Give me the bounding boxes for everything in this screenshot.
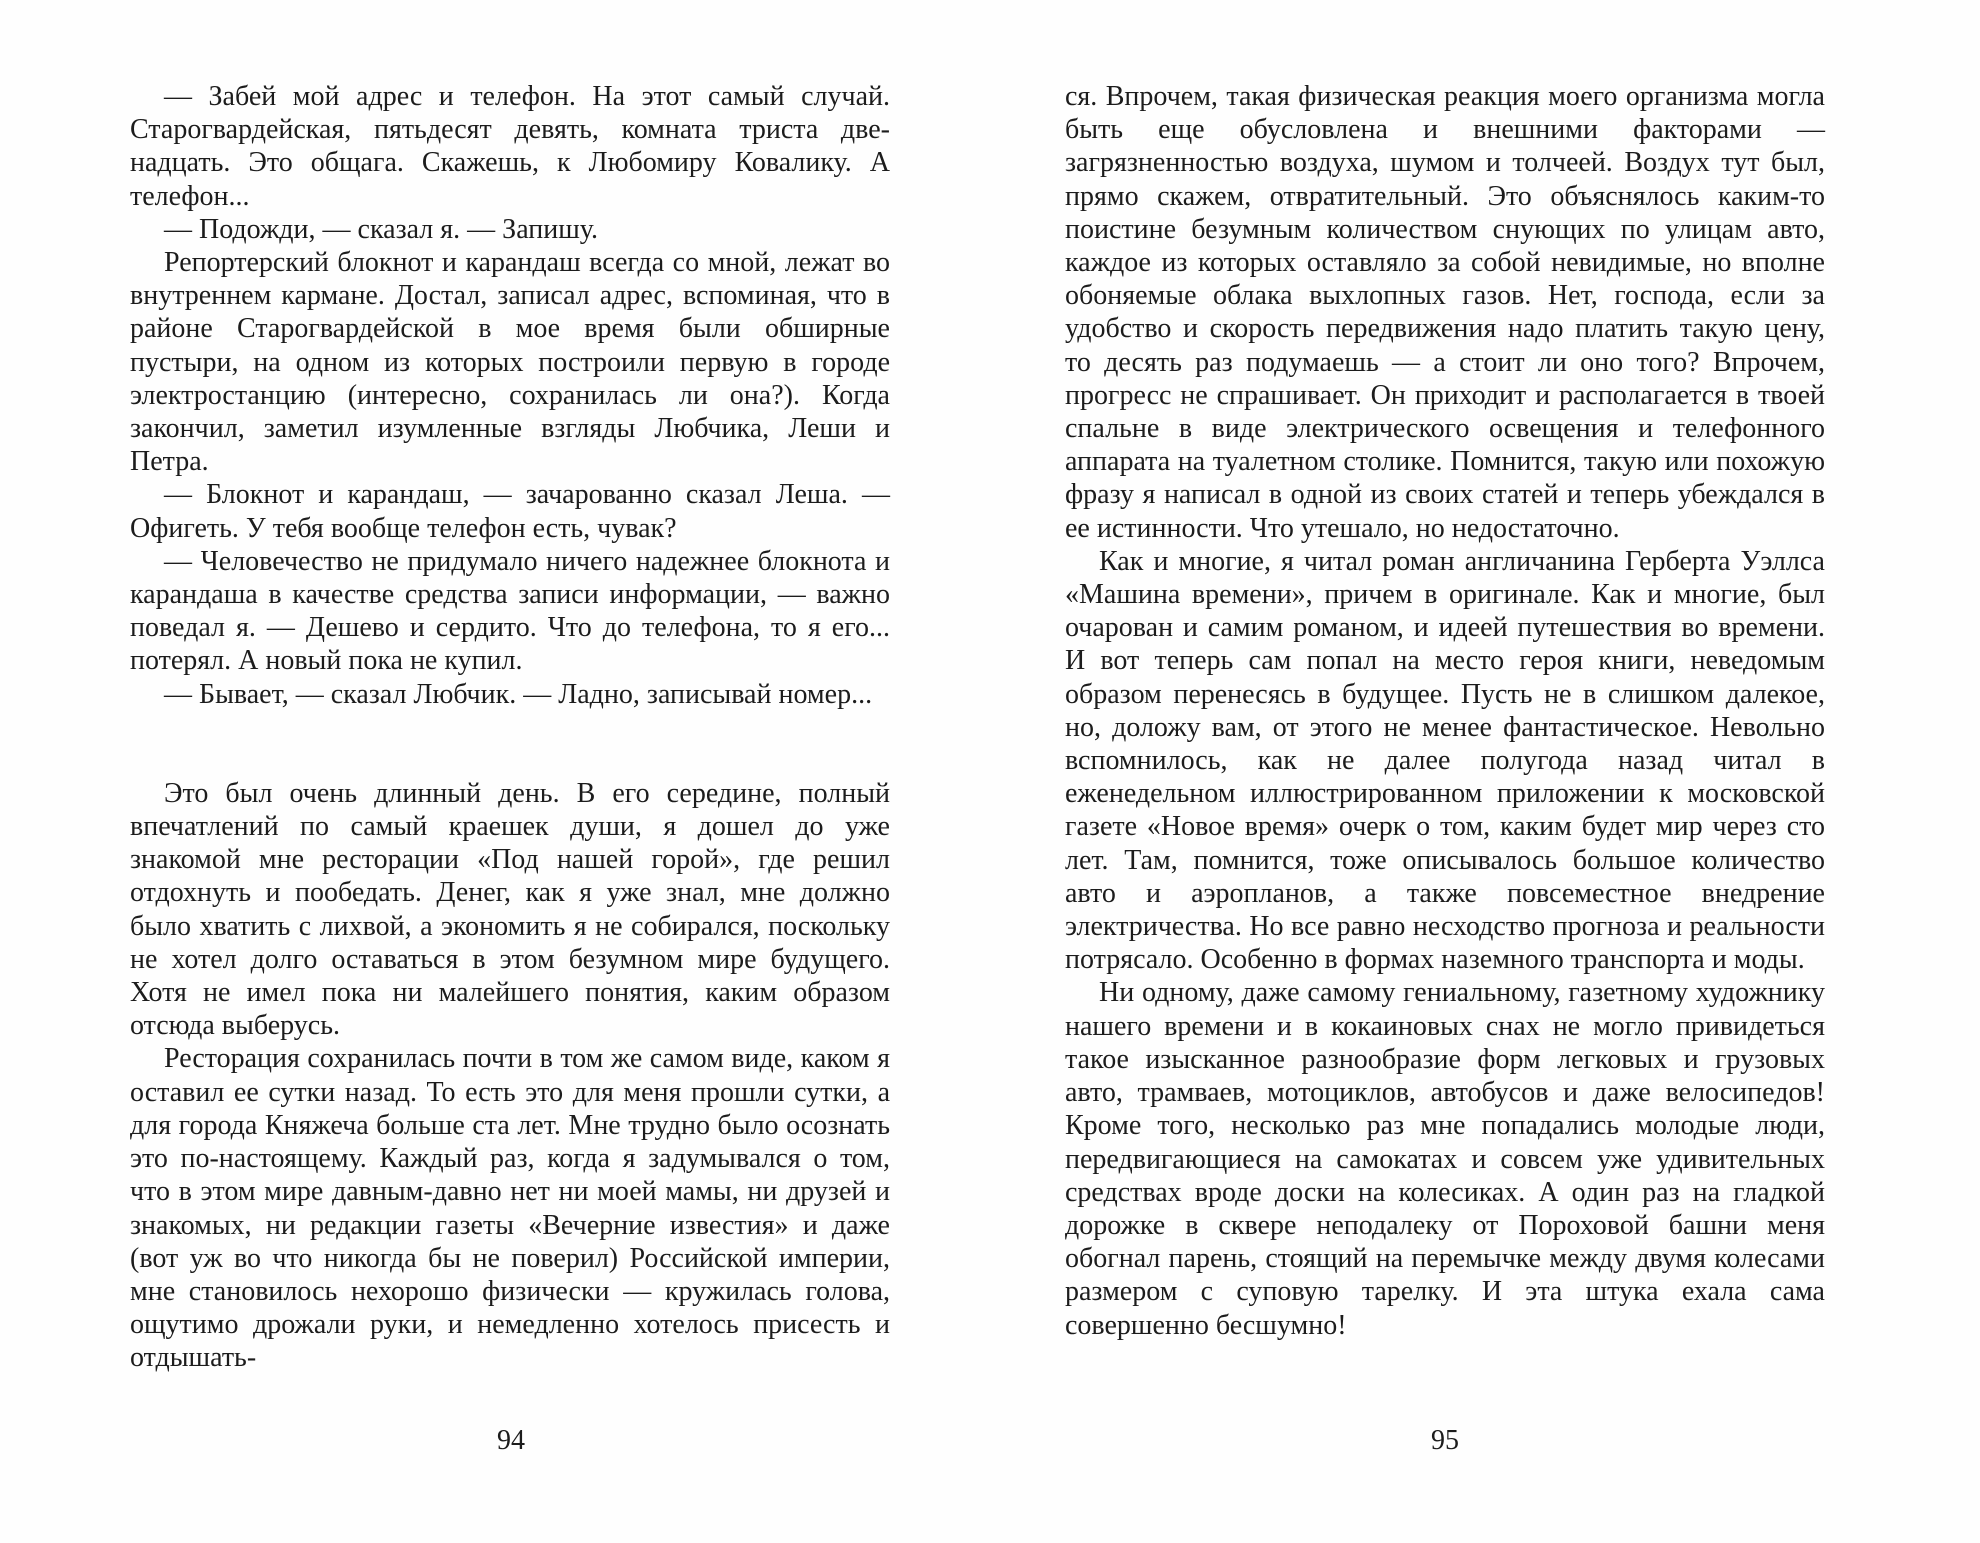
section-break <box>130 711 890 777</box>
paragraph: ся. Впрочем, такая физическая реакция моего организма могла быть еще обусловлена и внешними факторами — загрязненностью воздуха, шумом и толчеей. Воздух тут был, прямо скажем, отвратительный. Это объяснялось каким-то поистине безумным количеством снующих по улицам авто, каждое из которых оставляло за собой невидимые, но вполне обоняемые облака выхлопных газов. Нет, господа, если за удобство и скорость передвижения надо платить такую цену, то десять раз подумаешь — а стоит ли оно того? Впрочем, прогресс не спрашивает. Он приходит и располагается в твоей спальне в виде электрического освещения и телефонного аппарата на туалетном столике. Помнится, такую или похожую фразу я написал в одной из своих статей и теперь убеждался в ее истинности. Что утешало, но недостаточно. <box>1065 81 1825 544</box>
paragraph: — Бывает, — сказал Любчик. — Ладно, записывай номер... <box>164 678 873 710</box>
paragraph: Ни одному, даже самому гениальному, газетному художнику нашего времени и в кокаиновых снах не могло привидеться такое изысканное разнообразие форм легковых и грузовых авто, трамваев, мотоциклов, автобусов и даже велосипедов! Кроме того, несколько раз мне попадались молодые люди, передвигающиеся на самокатах и совсем уже удивительных средствах вроде доски на колесиках. А один раз на гладкой дорожке в сквере неподалеку от Пороховой башни меня обогнал парень, стоящий на перемычке между двумя колесами размером с суповую тарелку. И эта штука ехала сама совершенно бесшумно! <box>1065 977 1825 1341</box>
paragraph: — Подожди, — сказал я. — Запишу. <box>164 213 598 245</box>
page-number: 94 <box>497 1425 525 1456</box>
paragraph: Это был очень длинный день. В его середине, полный впечатлений по самый краешек души, я дошел до уже знакомой мне ресторации «Под нашей горой», где решил отдохнуть и пообедать. Денег, как я уже знал, мне должно было хватить с лихвой, а экономить я не собирался, поскольку не хотел долго оставаться в этом безумном мире будущего. Хотя не имел пока ни малейшего понятия, каким образом отсюда выберусь. <box>130 777 890 1042</box>
page-number: 95 <box>1431 1425 1459 1456</box>
left-page-text <box>130 80 890 1375</box>
paragraph: — Забей мой адрес и телефон. На этот самый случай. Старогвардейская, пятьдесят девять, комната триста двенадцать. Это общага. Скажешь, к Любомиру Ковалику. А телефон... <box>130 81 890 212</box>
paragraph: Ресторация сохранилась почти в том же самом виде, каком я оставил ее сутки назад. То есть это для меня прошли сутки, а для города Княжеча больше ста лет. Мне трудно было осознать это по-настоящему. Каждый раз, когда я задумывался о том, что в этом мире давным-давно нет ни моей мамы, ни друзей и знакомых, ни редакции газеты «Вечерние известия» и даже (вот уж во что никогда бы не поверил) Российской империи, мне становилось нехорошо физически — кружилась голова, ощутимо дрожали руки, и немедленно хотелось присесть и отдышать- <box>130 1043 890 1374</box>
paragraph: — Блокнот и карандаш, — зачарованно сказал Леша. — Офигеть. У тебя вообще телефон есть, чувак? <box>130 479 890 544</box>
paragraph: Репортерский блокнот и карандаш всегда со мной, лежат во внутреннем кармане. Достал, записал адрес, вспоминая, что в районе Старогвардейской в мое время были обширные пустыри, на одном из которых построили первую в городе электростанцию (интересно, сохранилась ли она?). Когда закончил, заметил изумленные взгляды Любчика, Леши и Петра. <box>130 247 890 478</box>
paragraph: Как и многие, я читал роман англичанина Герберта Уэллса «Машина времени», причем в оригинале. Как и многие, был очарован и самим романом, и идеей путешествия во времени. И вот теперь сам попал на место героя книги, неведомым образом перенесясь в будущее. Пусть не в слишком далекое, но, доложу вам, от этого не менее фантастическое. Невольно вспомнилось, как не далее полугода назад читал в еженедельном иллюстрированном приложении к московской газете «Новое время» очерк о том, каким будет мир через сто лет. Там, помнится, тоже описывалось большое количество авто и аэропланов, а также повсеместное внедрение электричества. Но все равно несходство прогноза и реальности потрясало. Особенно в формах наземного транспорта и моды. <box>1065 545 1825 976</box>
right-page <box>990 0 1980 1543</box>
right-page-text <box>1065 80 1825 1342</box>
paragraph: — Человечество не придумало ничего надежнее блокнота и карандаша в качестве средства записи информации, — важно поведал я. — Дешево и сердито. Что до телефона, то я его... потерял. А новый пока не купил. <box>130 545 890 677</box>
